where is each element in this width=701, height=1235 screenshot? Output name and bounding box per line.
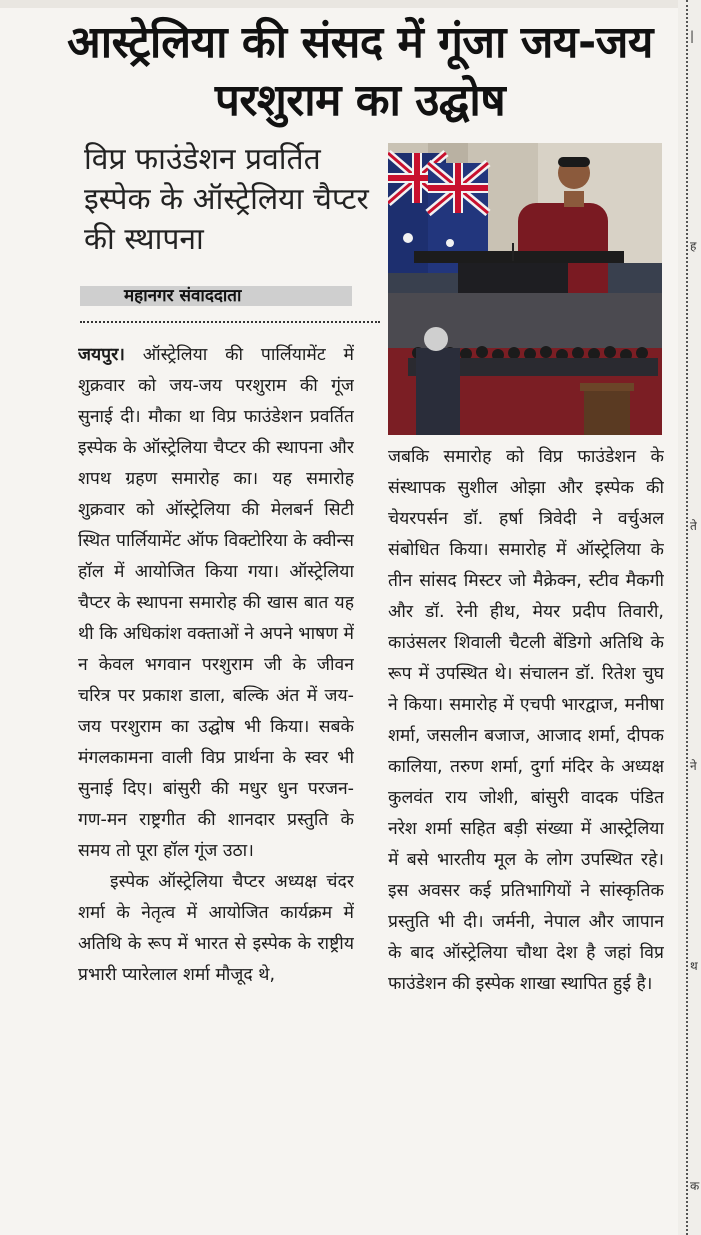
article-deck: विप्र फाउंडेशन प्रवर्तित इस्पेक के ऑस्ट्रेलिया चैप्टर की स्थापना [84, 142, 369, 257]
margin-fragment: ते [690, 519, 697, 533]
page-top-margin [0, 0, 701, 8]
article-column-left [78, 340, 354, 1230]
dotted-separator [80, 321, 380, 323]
margin-fragment: थ [690, 959, 698, 973]
margin-fragment: ह [690, 239, 697, 253]
article-column-right [388, 442, 664, 1232]
article-paragraph-2: इस्पेक ऑस्ट्रेलिया चैप्टर अध्यक्ष चंदर शर्मा के नेतृत्व में आयोजित कार्यक्रम में अतिथि के रूप में भारत से इस्पेक के राष्ट्रीय प्रभारी प्यारेलाल शर्मा मौजूद थे, [78, 872, 354, 985]
event-photo [388, 143, 662, 435]
article-byline: महानगर संवाददाता [80, 286, 352, 306]
adjacent-column-margin [678, 0, 701, 1235]
margin-fragment: क [690, 1179, 700, 1193]
margin-fragment: | [690, 29, 695, 43]
small-lectern [584, 388, 630, 435]
margin-fragment: ने [690, 759, 697, 773]
article-paragraph-1 [78, 340, 354, 867]
event-photo-illustration [388, 143, 662, 435]
article-paragraph-3: जबकि समारोह को विप्र फाउंडेशन के संस्थापक सुशील ओझा और इस्पेक की चेयरपर्सन डॉ. हर्षा त्रिवेदी ने वर्चुअल संबोधित किया। समारोह में ऑस्ट्रेलिया के तीन सांसद मिस्टर जो मैक्रेक्न, स्टीव मैकगी और डॉ. रेनी हीथ, मेयर प्रदीप तिवारी, काउंसलर शिवाली चैटली बेंडिगो अतिथि के रूप में उपस्थित थे। संचालन डॉ. रितेश चुघ ने किया। समारोह में एचपी भारद्वाज, मनीषा शर्मा, जसलीन बजाज, आजाद शर्मा, दीपक कालिया, तरुण शर्मा, दुर्गा मंदिर के अध्यक्ष कुलवंत राय जोशी, बांसुरी वादक पंडित नरेश शर्मा सहित बड़ी संख्या में आस्ट्रेलिया में बसे भारतीय मूल के लोग उपस्थित रहे। इस अवसर कई प्रतिभागियों ने सांस्कृतिक प्रस्तुति भी दी। जर्मनी, नेपाल और जापान के बाद ऑस्ट्रेलिया चौथा देश है जहां विप्र फाउंडेशन की इस्पेक शाखा स्थापित हुई है। [388, 447, 664, 994]
article-headline: आस्ट्रेलिया की संसद में गूंजा जय-जय परशुराम का उद्घोष [67, 17, 653, 126]
paragraph-1-text: ऑस्ट्रेलिया की पार्लियामेंट में शुक्रवार को जय-जय परशुराम की गूंज सुनाई दी। मौका था विप्र फाउंडेशन प्रवर्तित इस्पेक के ऑस्ट्रेलिया चैप्टर की स्थापना और शपथ ग्रहण समारोह का। यह समारोह शुक्रवार को ऑस्ट्रेलिया की मेलबर्न सिटी स्थित पार्लियामेंट ऑफ विक्टोरिया के क्वीन्स हॉल में आयोजित किया गया। ऑस्ट्रेलिया चैप्टर के स्थापना समारोह की खास बात यह थी कि अधिकांश वक्ताओं ने अपने भाषण में न केवल भगवान परशुराम जी के जीवन चरित्र पर प्रकाश डाला, बल्कि अंत में जय-जय परशुराम का उद्घोष भी किया। सबके मंगलकामना वाली विप्र प्रार्थना के स्वर भी सुनाई दिए। बांसुरी की मधुर धुन परजन-गण-मन राष्ट्रगीत की शानदार प्रस्तुति के समय तो पूरा हॉल गूंज उठा। [78, 345, 354, 861]
dateline: जयपुर। [78, 345, 125, 365]
column-divider-dots [686, 0, 688, 1235]
